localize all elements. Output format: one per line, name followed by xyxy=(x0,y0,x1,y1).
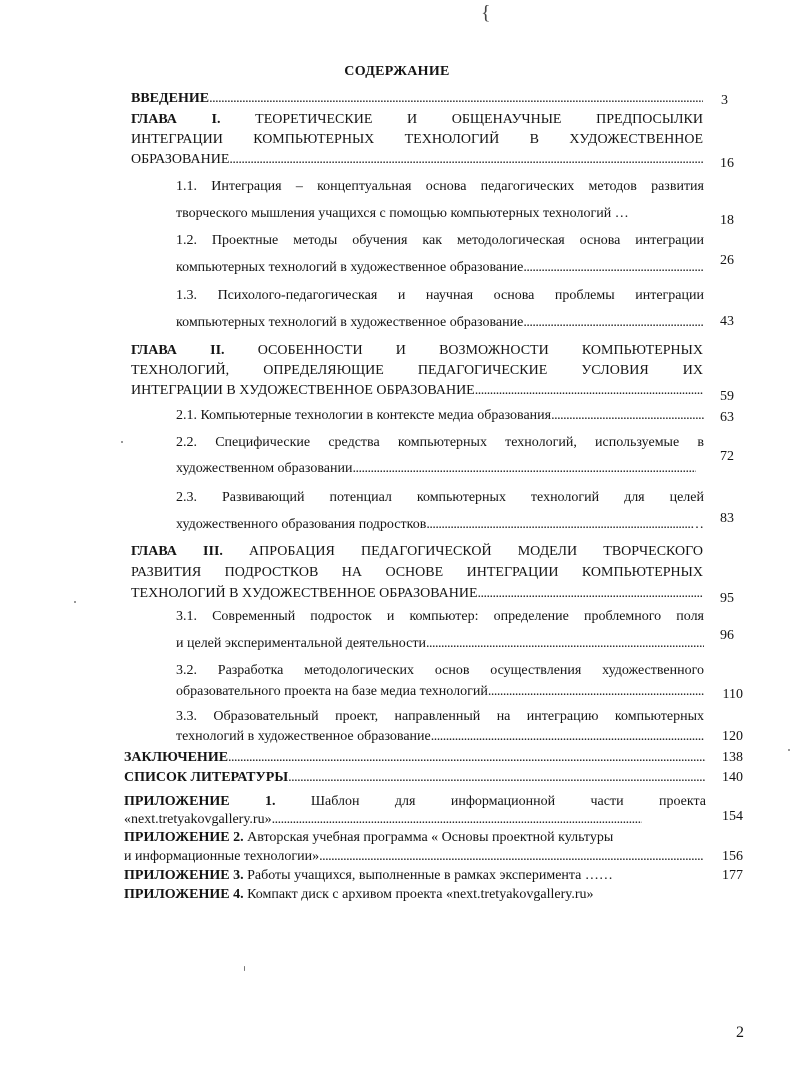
toc-section-1-2-line2: компьютерных технологий в художественное образование . . . xyxy=(176,259,704,277)
page-ref: 110 xyxy=(722,687,743,702)
toc-chapter-1-line3: ОБРАЗОВАНИЕ . . . xyxy=(131,151,703,169)
chapter-label: ГЛАВА I. xyxy=(131,112,221,127)
scan-speck xyxy=(244,966,245,971)
page-title: СОДЕРЖАНИЕ xyxy=(344,64,450,79)
toc-appendix-1-line1[interactable]: ПРИЛОЖЕНИЕ 1. Шаблон для информационной части проекта xyxy=(124,794,706,809)
toc-chapter-2-line3: ИНТЕГРАЦИИ В ХУДОЖЕСТВЕННОЕ ОБРАЗОВАНИЕ . . . xyxy=(131,382,703,400)
toc-section-1-2-line1[interactable]: 1.2. Проектные методы обучения как методологическая основа интеграции xyxy=(176,233,704,248)
toc-chapter-1-line2: ИНТЕГРАЦИИ КОМПЬЮТЕРНЫХ ТЕХНОЛОГИЙ В ХУДОЖЕСТВЕННОЕ xyxy=(131,132,703,147)
toc-section-1-1-line2: творческого мышления учащихся с помощью компьютерных технологий … xyxy=(176,206,629,221)
toc-appendix-4[interactable]: ПРИЛОЖЕНИЕ 4. Компакт диск с архивом проекта «next.tretyakovgallery.ru» xyxy=(124,887,594,902)
toc-chapter-2-line1[interactable] xyxy=(131,342,703,360)
toc-chapter-3-line2: РАЗВИТИЯ ПОДРОСТКОВ НА ОСНОВЕ ИНТЕГРАЦИИ КОМПЬЮТЕРНЫХ xyxy=(131,565,703,580)
toc-section-3-3-line1[interactable]: 3.3. Образовательный проект, направленный на интеграцию компьютерных xyxy=(176,709,704,724)
scan-speck xyxy=(121,441,123,443)
page-ref: 140 xyxy=(722,770,743,785)
page-ref: 96 xyxy=(720,628,734,643)
page-ref: 138 xyxy=(722,750,743,765)
toc-section-1-1-line1[interactable]: 1.1. Интеграция – концептуальная основа педагогических методов развития xyxy=(176,179,704,194)
toc-label: ВВЕДЕНИЕ xyxy=(131,91,210,106)
toc-appendix-2-line2: и информационные технологии» . . . xyxy=(124,848,704,866)
toc-chapter-1-line1[interactable] xyxy=(131,111,703,129)
chapter-title: ОСОБЕННОСТИ И ВОЗМОЖНОСТИ КОМПЬЮТЕРНЫХ xyxy=(224,343,703,358)
toc-chapter-2-line2: ТЕХНОЛОГИЙ, ОПРЕДЕЛЯЮЩИЕ ПЕДАГОГИЧЕСКИЕ УСЛОВИЯ ИХ xyxy=(131,363,703,378)
toc-entry-intro[interactable] xyxy=(131,90,703,108)
toc-section-2-2-line2: художественном образовании . . . xyxy=(176,460,696,478)
page-ref: 16 xyxy=(720,156,734,171)
page-ref: 154 xyxy=(722,809,743,824)
toc-appendix-2-line1[interactable]: ПРИЛОЖЕНИЕ 2. Авторская учебная программа « Основы проектной культуры xyxy=(124,830,614,845)
toc-section-2-3-line2: художественного образования подростков . . . … xyxy=(176,516,704,534)
toc-section-3-2-line1[interactable]: 3.2. Разработка методологических основ осуществления художественного xyxy=(176,663,704,678)
toc-section-2-1[interactable]: 2.1. Компьютерные технологии в контексте медиа образования . . . xyxy=(176,407,704,425)
handwritten-mark: { xyxy=(481,2,491,24)
page-ref: 120 xyxy=(722,729,743,744)
chapter-title: ТЕОРЕТИЧЕСКИЕ И ОБЩЕНАУЧНЫЕ ПРЕДПОСЫЛКИ xyxy=(220,112,703,127)
chapter-label: ГЛАВА III. xyxy=(131,544,223,559)
chapter-label: ГЛАВА II. xyxy=(131,343,225,358)
page-ref: 156 xyxy=(722,849,743,864)
page-ref: 18 xyxy=(720,213,734,228)
toc-section-3-1-line1[interactable]: 3.1. Современный подросток и компьютер: определение проблемного поля xyxy=(176,609,704,624)
toc-entry-literature[interactable]: СПИСОК ЛИТЕРАТУРЫ . . . xyxy=(124,769,706,787)
toc-section-2-2-line1[interactable]: 2.2. Специфические средства компьютерных технологий, используемые в xyxy=(176,435,704,450)
toc-section-3-2-line2: образовательного проекта на базе медиа технологий . . . xyxy=(176,683,704,701)
page-number: 2 xyxy=(736,1024,744,1041)
toc-entry-conclusion[interactable]: ЗАКЛЮЧЕНИЕ . . . xyxy=(124,749,706,767)
page-ref: 177 xyxy=(722,868,743,883)
chapter-title: АПРОБАЦИЯ ПЕДАГОГИЧЕСКОЙ МОДЕЛИ ТВОРЧЕСКОГО xyxy=(222,544,703,559)
page-ref: 63 xyxy=(720,410,734,425)
toc-section-2-3-line1[interactable]: 2.3. Развивающий потенциал компьютерных технологий для целей xyxy=(176,490,704,505)
page-ref: 95 xyxy=(720,591,734,606)
toc-section-3-1-line2: и целей экспериментальной деятельности . . . xyxy=(176,635,704,653)
page-ref: 72 xyxy=(720,449,734,464)
page-ref: 83 xyxy=(720,511,734,526)
toc-section-1-3-line2: компьютерных технологий в художественное образование . . . xyxy=(176,314,704,332)
toc-chapter-3-line3: ТЕХНОЛОГИЙ В ХУДОЖЕСТВЕННОЕ ОБРАЗОВАНИЕ . . . xyxy=(131,585,703,603)
toc-chapter-3-line1[interactable] xyxy=(131,543,703,561)
toc-appendix-3[interactable]: ПРИЛОЖЕНИЕ 3. Работы учащихся, выполненные в рамках эксперимента …… xyxy=(124,868,613,883)
scan-speck xyxy=(74,601,76,603)
scan-speck xyxy=(788,749,790,751)
toc-appendix-1-line2: «next.tretyakovgallery.ru» . . . xyxy=(124,811,642,829)
toc-section-3-3-line2: технологий в художественное образование . . . xyxy=(176,728,704,746)
page-ref: 43 xyxy=(720,314,734,329)
page-ref: 26 xyxy=(720,253,734,268)
page-ref: 3 xyxy=(721,93,728,108)
toc-section-1-3-line1[interactable]: 1.3. Психолого-педагогическая и научная основа проблемы интеграции xyxy=(176,288,704,303)
page-ref: 59 xyxy=(720,389,734,404)
